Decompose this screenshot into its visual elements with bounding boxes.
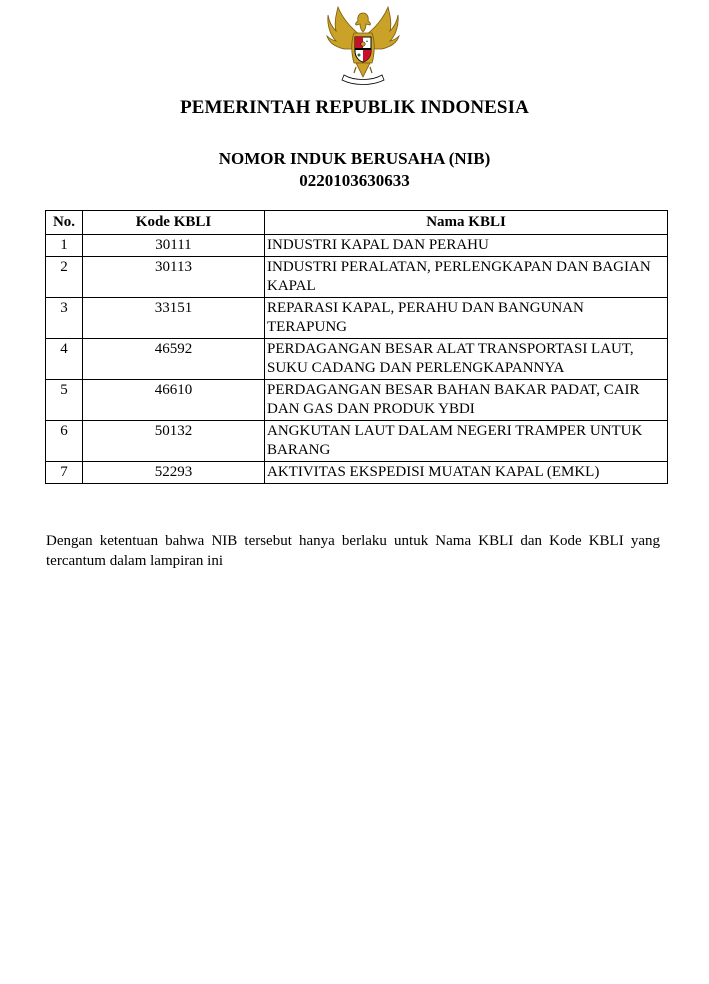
validity-note: Dengan ketentuan bahwa NIB tersebut hanya berlaku untuk Nama KBLI dan Kode KBLI yang tercantum dalam lampiran ini [46,533,660,569]
row-kode-kbli: 30113 [83,257,265,298]
row-no: 5 [46,380,83,421]
table-row [46,257,668,298]
row-kode-kbli: 30111 [83,235,265,257]
row-no: 3 [46,298,83,339]
row-kode-kbli: 46592 [83,339,265,380]
table-row [46,298,668,339]
row-no: 2 [46,257,83,298]
row-nama-kbli: INDUSTRI PERALATAN, PERLENGKAPAN DAN BAGIAN KAPAL [265,257,668,298]
row-nama-kbli: INDUSTRI KAPAL DAN PERAHU [265,235,668,257]
row-kode-kbli: 46610 [83,380,265,421]
column-header-kode-kbli: Kode KBLI [83,211,265,235]
row-no: 7 [46,462,83,484]
row-nama-kbli: PERDAGANGAN BESAR ALAT TRANSPORTASI LAUT, SUKU CADANG DAN PERLENGKAPANNYA [265,339,668,380]
row-nama-kbli: ANGKUTAN LAUT DALAM NEGERI TRAMPER UNTUK BARANG [265,421,668,462]
kbli-table [45,210,668,484]
row-kode-kbli: 50132 [83,421,265,462]
table-row [46,235,668,257]
row-nama-kbli: PERDAGANGAN BESAR BAHAN BAKAR PADAT, CAIR DAN GAS DAN PRODUK YBDI [265,380,668,421]
row-no: 1 [46,235,83,257]
table-row [46,462,668,484]
row-nama-kbli: REPARASI KAPAL, PERAHU DAN BANGUNAN TERAPUNG [265,298,668,339]
column-header-nama-kbli: Nama KBLI [265,211,668,235]
table-row [46,339,668,380]
table-row [46,380,668,421]
nib-label: NOMOR INDUK BERUSAHA (NIB) [218,149,491,168]
row-kode-kbli: 33151 [83,298,265,339]
government-title: PEMERINTAH REPUBLIK INDONESIA [180,97,529,118]
garuda-emblem-icon [320,5,406,87]
row-kode-kbli: 52293 [83,462,265,484]
row-nama-kbli: AKTIVITAS EKSPEDISI MUATAN KAPAL (EMKL) [265,462,668,484]
column-header-no: No. [46,211,83,235]
row-no: 4 [46,339,83,380]
nib-number: 0220103630633 [299,171,410,190]
table-header-row [46,211,668,235]
row-no: 6 [46,421,83,462]
table-row [46,421,668,462]
